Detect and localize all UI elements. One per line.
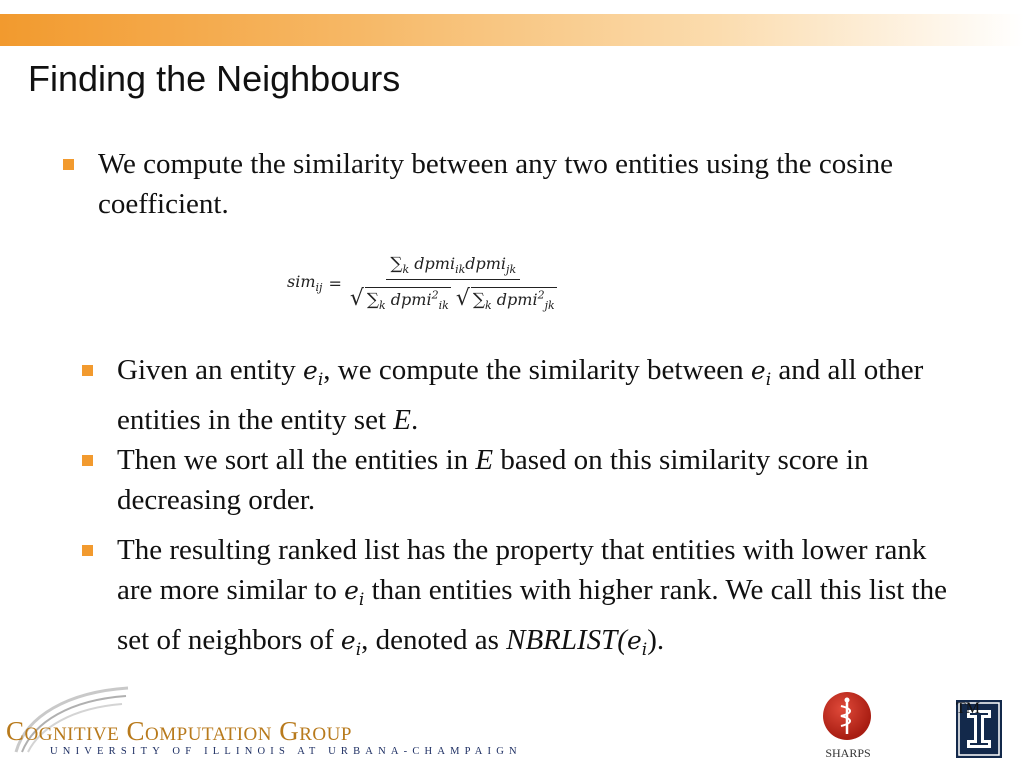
logo-subtitle: UNIVERSITY OF ILLINOIS AT URBANA-CHAMPAIGN: [50, 746, 522, 757]
formula-lhs: sim$_{ij}$: [287, 271, 323, 295]
illinois-trademark: TM: [956, 700, 980, 717]
formula-denominator: √ $\sum_k$ dpmi$^2_{ik}$ √ $\sum_k$ dpmi$^2_{jk}$: [349, 286, 555, 313]
bullet-given-entity: [82, 350, 969, 440]
sharps-logo: [818, 692, 878, 764]
cosine-formula: [287, 248, 557, 318]
logo-title: Cognitive Computation Group: [6, 716, 352, 746]
bullet-sort-entities: [82, 440, 969, 520]
bullet-square-icon: [82, 545, 93, 556]
bullet-text: Then we sort all the entities in E based on this similarity score in decreasing order.: [117, 444, 869, 516]
header-gradient-bar: [0, 14, 1024, 46]
bullet-square-icon: [63, 159, 74, 170]
caduceus-icon: [823, 692, 871, 740]
bullet-square-icon: [82, 455, 93, 466]
formula-numerator: $\sum_k$ dpmi$_{ik}$dpmi$_{jk}$: [386, 254, 520, 280]
bullet-text: We compute the similarity between any two entities using the cosine coefficient.: [98, 148, 893, 220]
cognitive-computation-group-logo: [6, 686, 522, 760]
bullet-ranked-list: [82, 530, 969, 670]
formula-equals: =: [328, 273, 342, 293]
bullet-square-icon: [82, 365, 93, 376]
sharps-label: SHARPS: [825, 746, 871, 760]
formula-fraction: [350, 254, 557, 312]
bullet-text: The resulting ranked list has the property that entities with lower rank are more similar to $e_i$ than entities with higher rank. We call this list the set of neighbors of $e_i$, denoted as $NBRLIST(e_i)$.: [117, 534, 947, 660]
bullet-text: Given an entity $e_i$, we compute the similarity between $e_i$ and all other entities in the entity set E.: [117, 354, 924, 436]
slide-title: Finding the Neighbours: [28, 58, 401, 99]
bullet-cosine: [63, 144, 968, 224]
